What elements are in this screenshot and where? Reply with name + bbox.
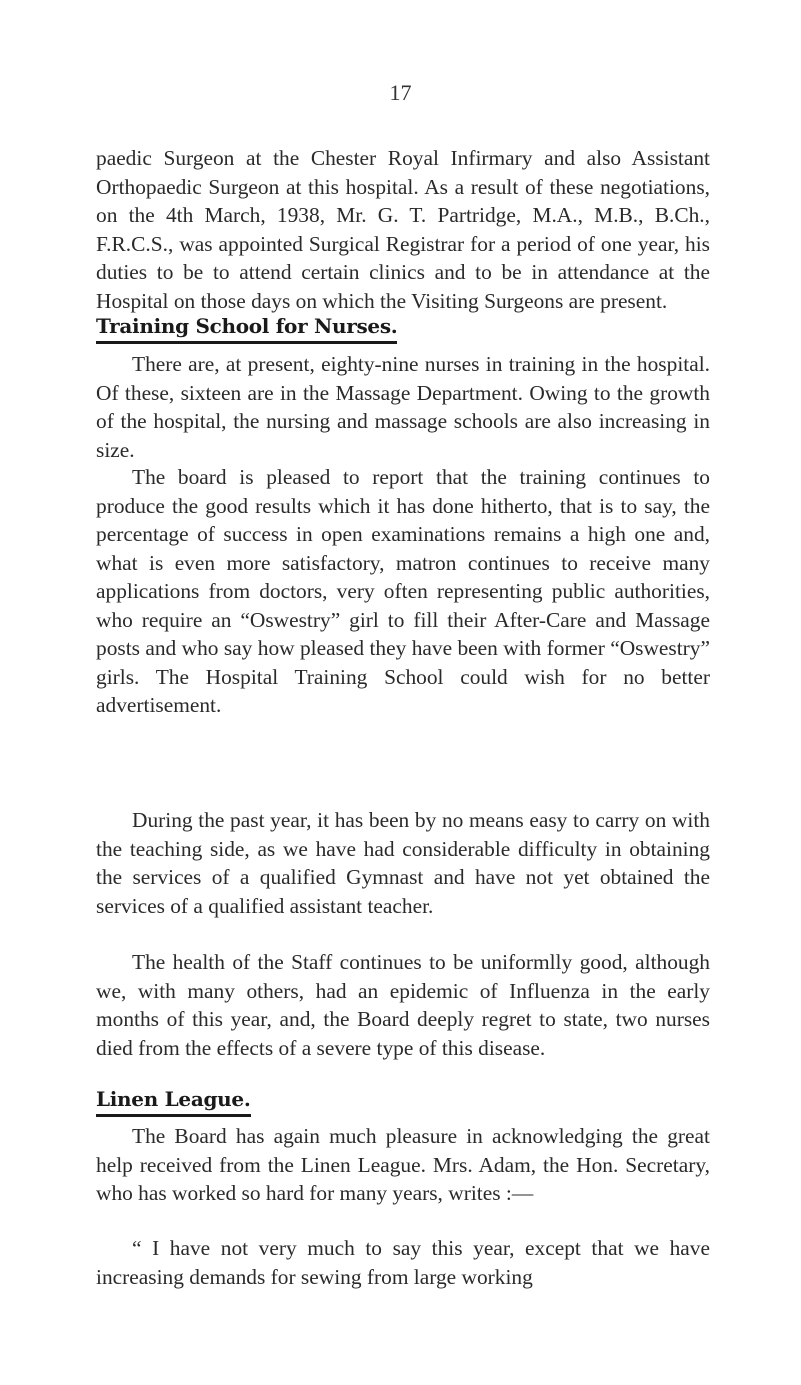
paragraph-nurses-in-training: There are, at present, eighty-nine nurses in training in the hospital. Of these, sixteen are in the Massage Department. Owing to the growth of the hospital, the nursing and massage schools are also increasing in size. bbox=[96, 352, 710, 462]
section-heading-training-school bbox=[96, 313, 397, 344]
page-number: 17 bbox=[389, 80, 412, 105]
paragraph-teaching-difficulty: During the past year, it has been by no means easy to carry on with the teaching side, as we have had considerable difficulty in obtaining the services of a qualified Gymnast and have not yet obtained the services of a qualified assistant teacher. bbox=[96, 808, 710, 918]
paragraph-linen-league: The Board has again much pleasure in acknowledging the great help received from the Linen League. Mrs. Adam, the Hon. Secretary, who has worked so hard for many years, writes :— bbox=[96, 1124, 710, 1205]
paragraph-training-results: The board is pleased to report that the training continues to produce the good results which it has done hitherto, that is to say, the percentage of success in open examinations remains a high one and, what is even more satisfactory, matron continues to receive many applications from doctors, very often representing public authorities, who require an “Oswestry” girl to fill their After-Care and Massage posts and who say how pleased they have been with former “Oswestry” girls. The Hospital Training School could wish for no better advertisement. bbox=[96, 465, 710, 717]
heading-label: Training School for Nurses. bbox=[96, 313, 397, 344]
heading-label: Linen League. bbox=[96, 1086, 251, 1117]
paragraph-quotation: “ I have not very much to say this year, except that we have increasing demands for sewing from large working bbox=[96, 1236, 710, 1289]
paragraph-staff-health: The health of the Staff continues to be uniformlly good, although we, with many others, had an epidemic of Influenza in the early months of this year, and, the Board deeply regret to state, two nurses died from the effects of a severe type of this disease. bbox=[96, 950, 710, 1060]
section-heading-linen-league bbox=[96, 1086, 251, 1117]
paragraph-surgical-registrar: paedic Surgeon at the Chester Royal Infirmary and also Assistant Orthopaedic Surgeon at this hospital. As a result of these negotiations, on the 4th March, 1938, Mr. G. T. Partridge, M.A., M.B., B.Ch., F.R.C.S., was appointed Surgical Registrar for a period of one year, his duties to be to attend certain clinics and to be in attendance at the Hospital on those days on which the Visiting Surgeons are present. bbox=[96, 146, 710, 313]
